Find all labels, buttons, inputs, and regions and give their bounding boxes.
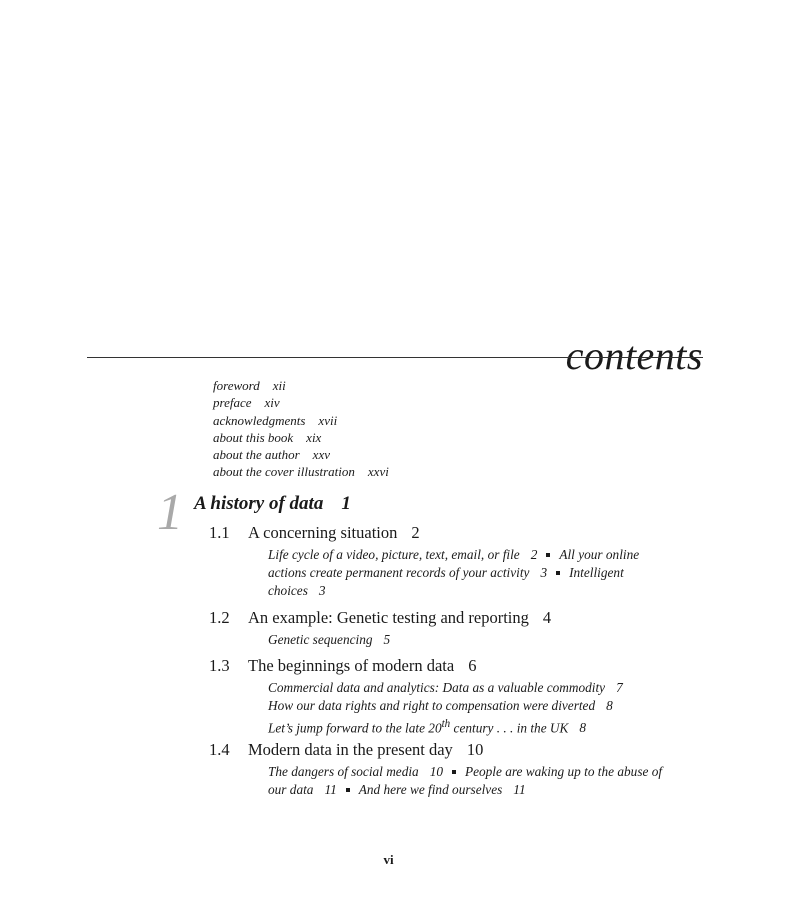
bullet-separator (556, 571, 560, 575)
subsection-list (268, 631, 678, 649)
subsection-page: 3 (540, 565, 548, 580)
page-title: contents (565, 332, 703, 378)
subsection-page: 8 (606, 698, 613, 713)
subsection-page: 10 (429, 764, 443, 779)
subsection-label: Life cycle of a video, picture, text, email, or file (268, 547, 520, 562)
section-number: 1.3 (209, 656, 230, 675)
bullet-separator (452, 770, 456, 774)
front-matter-label: foreword (213, 378, 260, 393)
subsection-page: 2 (530, 547, 538, 562)
section-1-1 (209, 523, 729, 600)
front-matter-item[interactable] (213, 394, 389, 411)
page-number: vi (383, 852, 394, 867)
front-matter-label: acknowledgments (213, 412, 306, 428)
section-heading[interactable] (209, 740, 729, 760)
subsection-list (268, 763, 678, 799)
bullet-separator (546, 553, 550, 557)
section-title: Modern data in the present day (248, 740, 453, 759)
subsection-item[interactable] (268, 715, 688, 737)
front-matter-label: about the cover illustration (213, 464, 355, 480)
chapter-title-link[interactable] (194, 492, 351, 516)
section-number: 1.2 (209, 608, 230, 627)
front-matter-page: xiv (264, 395, 280, 411)
section-heading[interactable] (209, 656, 729, 676)
subsection-page: 5 (383, 632, 391, 647)
section-title: The beginnings of modern data (248, 656, 455, 675)
front-matter-page: xix (306, 429, 322, 445)
subsection-page: 7 (616, 680, 623, 695)
section-number: 1.1 (209, 523, 230, 542)
subsection-label-end: century . . . in the UK (450, 720, 569, 736)
front-matter-item[interactable] (213, 412, 389, 429)
subsection-item[interactable] (268, 632, 390, 647)
front-matter-item[interactable] (213, 429, 389, 446)
front-matter-page: xvii (318, 412, 338, 428)
front-matter-label: preface (213, 395, 252, 411)
chapter-title: A history of data (194, 493, 324, 514)
section-1-3 (209, 656, 729, 737)
front-matter-item[interactable] (213, 446, 389, 463)
subsection-list (268, 679, 688, 737)
front-matter-page: xxvi (367, 464, 389, 480)
subsection-label: All your online actions create permanent records of your activity (268, 547, 640, 580)
subsection-page: 8 (579, 720, 587, 736)
subsection-list (268, 546, 678, 600)
subsection-label: Intelligent choices (268, 565, 624, 598)
front-matter-page: xii (272, 378, 286, 393)
front-matter-page: xxv (312, 447, 330, 463)
subsection-page: 11 (324, 782, 337, 797)
subsection-label: Commercial data and analytics: Data as a valuable commodity (268, 680, 606, 695)
section-number: 1.4 (209, 740, 230, 759)
subsection-item[interactable] (268, 764, 443, 779)
chapter-page: 1 (341, 493, 351, 514)
subsection-page: 3 (318, 583, 326, 598)
section-page: 4 (542, 608, 552, 627)
section-page: 2 (411, 523, 420, 542)
subsection-label-start: Let’s jump forward to the late 20 (268, 720, 442, 736)
front-matter-label: about the author (213, 447, 300, 463)
section-title: An example: Genetic testing and reporting (248, 608, 529, 627)
section-heading[interactable] (209, 608, 729, 628)
front-matter-list (213, 377, 389, 481)
subsection-label: How our data rights and right to compensation were diverted (268, 698, 596, 713)
front-matter-item[interactable] (213, 377, 389, 394)
section-heading[interactable] (209, 523, 729, 543)
subsection-item[interactable] (268, 547, 537, 562)
subsection-label: Genetic sequencing (268, 632, 373, 647)
section-page: 10 (466, 740, 484, 759)
section-page: 6 (468, 656, 477, 675)
chapter-number: 1 (157, 484, 183, 541)
subsection-page: 11 (513, 782, 526, 797)
section-1-4 (209, 740, 729, 799)
bullet-separator (346, 788, 350, 792)
front-matter-label: about this book (213, 429, 294, 445)
title-rule (87, 357, 703, 358)
subsection-item[interactable] (268, 697, 688, 715)
section-1-2 (209, 608, 729, 649)
subsection-item[interactable] (268, 679, 688, 697)
front-matter-item[interactable] (213, 463, 389, 480)
subsection-label: And here we find ourselves (358, 782, 503, 797)
section-title: A concerning situation (248, 523, 398, 542)
subsection-label: People are waking up to the abuse of our data (268, 764, 663, 797)
superscript: th (441, 718, 451, 730)
subsection-label: The dangers of social media (268, 764, 419, 779)
subsection-item[interactable] (359, 782, 526, 797)
